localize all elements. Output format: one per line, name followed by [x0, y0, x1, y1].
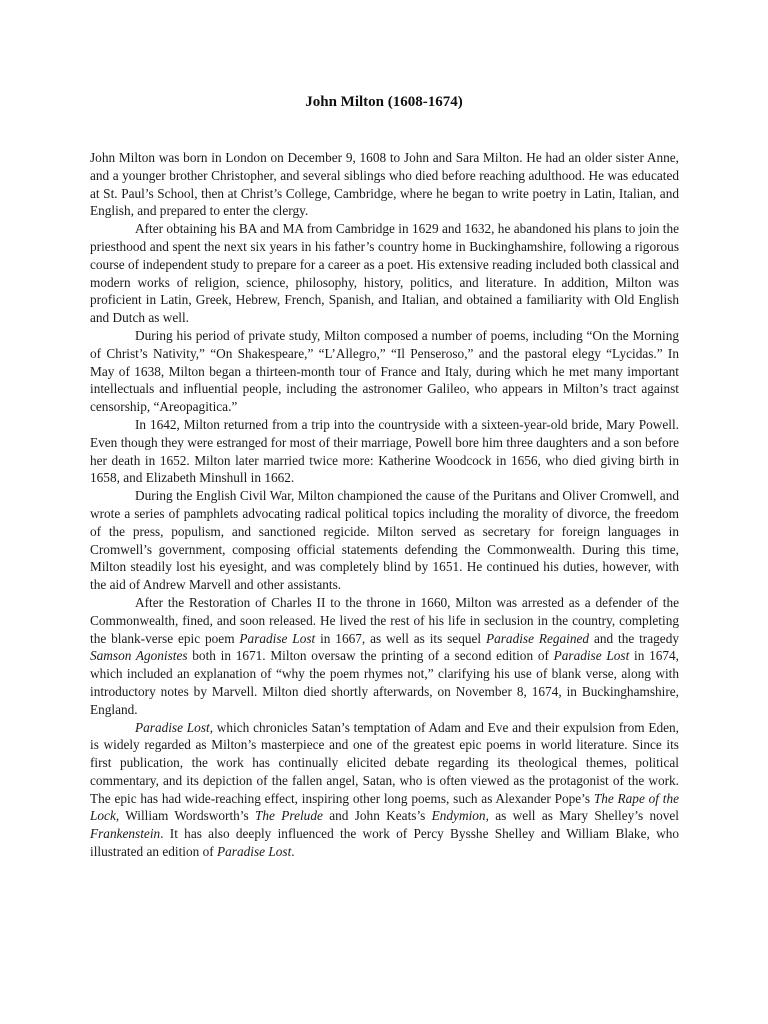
italic-title-text: Paradise Regained [485, 630, 590, 646]
paragraph-text: in 1674, which included an explanation of “why the poem rhymes not,” clarifying his use of blank verse, along with introductory notes by Marvell. Milton died shortly afterwards, on November 8, 1674, in Buckinghamshire, England. [90, 648, 679, 717]
paragraph-text: , William Wordsworth’s [115, 808, 255, 824]
body-paragraph [90, 487, 679, 594]
body-paragraph [90, 416, 679, 487]
paragraph-text: and the tragedy [589, 630, 679, 646]
italic-title-text: Paradise Lost, [135, 719, 214, 735]
italic-title-text: Paradise Lost [217, 844, 292, 860]
paragraph-text: . It has also deeply influenced the work of Percy Bysshe Shelley and William Blake, who illustrated an edition of [90, 826, 679, 860]
body-paragraph [90, 719, 679, 861]
italic-title-text: Paradise Lost [553, 648, 630, 664]
paragraph-text: After the Restoration of Charles II to the throne in 1660, Milton was arrested as a defender of the Commonwealth, fined, and soon released. He lived the rest of his life in seclusion in the country, completing the blank-verse epic poem [90, 594, 679, 646]
paragraph-text: During the English Civil War, Milton championed the cause of the Puritans and Oliver Cromwell, and wrote a series of pamphlets advocating radical political topics including the morality of divorce, the freedom of the press, populism, and sanctioned regicide. Milton served as secretary for foreign languages in Cromwell’s government, composing official statements defending the Commonwealth. During this time, Milton steadily lost his eyesight, and was completely blind by 1651. He continued his duties, however, with the aid of Andrew Marvell and other assistants. [90, 488, 679, 593]
paragraph-text: which chronicles Satan’s temptation of Adam and Eve and their expulsion from Eden, is widely regarded as Milton’s masterpiece and one of the greatest epic poems in world literature. Since its first publication, the work has continually elicited debate regarding its theological themes, political commentary, and its depiction of the fallen angel, Satan, who is often viewed as the protagonist of the work. The epic has had wide-reaching effect, inspiring other long poems, such as Alexander Pope’s [90, 719, 679, 806]
italic-title-text: Samson Agonistes [90, 648, 188, 664]
italic-title-text: Paradise Lost [239, 630, 316, 646]
paragraph-text: , as well as Mary Shelley’s novel [485, 808, 679, 824]
body-paragraph [90, 327, 679, 416]
italic-title-text: Frankenstein [90, 826, 161, 842]
body-paragraph [90, 149, 679, 220]
body-paragraph [90, 220, 679, 327]
italic-title-text: Endymion [431, 808, 486, 824]
document-body [90, 149, 679, 861]
paragraph-text: After obtaining his BA and MA from Cambridge in 1629 and 1632, he abandoned his plans to join the priesthood and spent the next six years in his father’s country home in Buckinghamshire, following a rigorous course of independent study to prepare for a career as a poet. His extensive reading included both classical and modern works of religion, science, philosophy, history, politics, and literature. In addition, Milton was proficient in Latin, Greek, Hebrew, French, Spanish, and Italian, and obtained a familiarity with Old English and Dutch as well. [90, 221, 679, 326]
paragraph-text: both in 1671. Milton oversaw the printing of a second edition of [187, 648, 554, 664]
paragraph-text: In 1642, Milton returned from a trip into the countryside with a sixteen-year-old bride, Mary Powell. Even though they were estranged for most of their marriage, Powell bore him three daughters and a son before her death in 1652. Milton later married twice more: Katherine Woodcock in 1656, who died giving birth in 1658, and Elizabeth Minshull in 1662. [90, 416, 679, 486]
body-paragraph [90, 594, 679, 719]
page-title: John Milton (1608-1674) [305, 94, 463, 110]
paragraph-text: in 1667, as well as its sequel [315, 630, 486, 646]
italic-title-text: The Prelude [255, 808, 323, 824]
italic-title-text: The Rape of the Lock [90, 790, 679, 824]
paragraph-text: John Milton was born in London on December 9, 1608 to John and Sara Milton. He had an older sister Anne, and a younger brother Christopher, and several siblings who died before reaching adulthood. He was educated at St. Paul’s School, then at Christ’s College, Cambridge, where he began to write poetry in Latin, Italian, and English, and prepared to enter the clergy. [90, 150, 679, 219]
paragraph-text: During his period of private study, Milton composed a number of poems, including “On the Morning of Christ’s Nativity,” “On Shakespeare,” “L’Allegro,” “Il Penseroso,” and the pastoral elegy “Lycidas.” In May of 1638, Milton began a thirteen-month tour of France and Italy, during which he met many important intellectuals and influential people, including the astronomer Galileo, who appears in Milton’s tract against censorship, “Areopagitica.” [90, 327, 679, 415]
paragraph-text: . [291, 844, 295, 860]
paragraph-text: and John Keats’s [322, 808, 432, 824]
